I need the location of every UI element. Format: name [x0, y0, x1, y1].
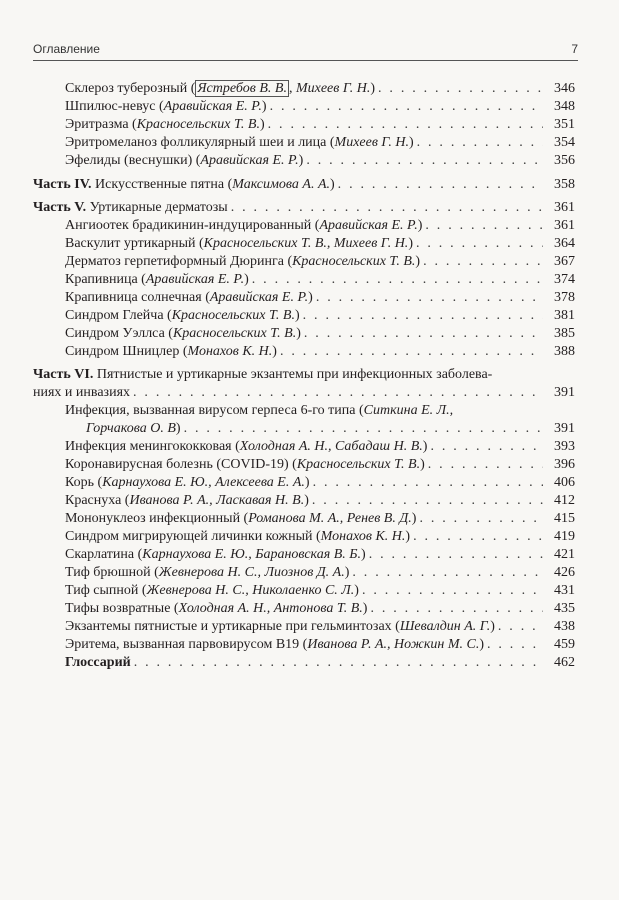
entry-title: Ангиоотек брадикинин-индуцированный (	[65, 218, 320, 233]
author-highlighted: Ястребов В. В.	[197, 81, 287, 96]
entry-title: Инфекция менингококковая (	[65, 439, 240, 454]
entry-author: Холодная А. Н., Сабадаш Н. В.	[239, 439, 423, 454]
entry-author: Шевалдин А. Г.	[399, 619, 491, 634]
page-number: 7	[571, 42, 578, 56]
leader-dots	[487, 636, 543, 653]
entry-author: Красносельских Т. В.	[296, 457, 421, 472]
entry-page: 381	[554, 308, 575, 323]
entry-title: Экзантемы пятнистые и уртикарные при гельминтозах (	[65, 619, 400, 634]
leader-dots	[430, 438, 543, 455]
toc-part: Часть IV. Искусственные пятна (Максимова А. А.) . . . 358	[0, 176, 619, 193]
entry-title: Скарлатина (	[65, 547, 143, 562]
entry-title: Эритромеланоз фолликулярный шеи и лица (	[65, 135, 335, 150]
leader-dots	[423, 253, 543, 270]
leader-dots	[498, 618, 543, 635]
toc-entry: Синдром мигрирующей личинки кожный (Монахов К. Н.) . . . 419	[0, 528, 619, 545]
entry-page: 393	[554, 439, 575, 454]
entry-author: Монахов К. Н.	[187, 344, 273, 359]
entry-title: Тиф брюшной (	[65, 565, 159, 580]
entry-page: 431	[554, 583, 575, 598]
entry-page: 415	[554, 511, 575, 526]
entry-page: 348	[554, 99, 575, 114]
toc-entry: Васкулит уртикарный (Красносельских Т. В., Михеев Г. Н.) . . . 364	[0, 235, 619, 252]
entry-page: 462	[554, 655, 575, 670]
entry-page: 412	[554, 493, 575, 508]
entry-author: Аравийская Е. Р.	[200, 153, 299, 168]
leader-dots	[419, 510, 543, 527]
leader-dots	[413, 528, 543, 545]
entry-author: Красносельских Т. В.	[136, 117, 260, 132]
leader-dots	[252, 271, 543, 288]
entry-author: Михеев Г. Н.	[295, 81, 371, 96]
entry-author: Иванова Р. А., Ласкавая Н. В.	[129, 493, 305, 508]
entry-title: Инфекция, вызванная вирусом герпеса 6-го типа (	[65, 403, 364, 418]
entry-author: Аравийская Е. Р.	[209, 290, 309, 305]
entry-page: 459	[554, 637, 575, 652]
entry-title: Эритразма (	[65, 117, 137, 132]
toc-entry: Тифы возвратные (Холодная А. Н., Антонова Т. В.) . . . 435	[0, 600, 619, 617]
toc-entry: Склероз туберозный ( Ястребов В. В. , Михеев Г. Н.) . . . 346	[0, 80, 619, 97]
entry-author: Аравийская Е. Р.	[319, 218, 418, 233]
entry-title: Дерматоз герпетиформный Дюринга (	[65, 254, 293, 269]
entry-title: Крапивница (	[65, 272, 146, 287]
toc-entry: Эфелиды (веснушки) (Аравийская Е. Р.) . . . 356	[0, 152, 619, 169]
entry-title: Мононуклеоз инфекционный (	[65, 511, 249, 526]
toc-entry: Ангиоотек брадикинин-индуцированный (Аравийская Е. Р.) . . . 361	[0, 217, 619, 234]
entry-page: 426	[554, 565, 575, 580]
leader-dots	[231, 199, 543, 216]
leader-dots	[133, 384, 543, 401]
leader-dots	[428, 456, 543, 473]
toc-entry: Инфекция менингококковая (Холодная А. Н., Сабадаш Н. В.) . . . 393	[0, 438, 619, 455]
entry-title: Крапивница солнечная (	[65, 290, 210, 305]
leader-dots	[303, 307, 543, 324]
toc-entry	[0, 402, 619, 419]
entry-title: Глоссарий	[65, 655, 131, 670]
leader-dots	[378, 80, 543, 97]
leader-dots	[338, 176, 543, 193]
leader-dots	[184, 420, 543, 437]
toc-entry: Эритема, вызванная парвовирусом B19 (Иванова Р. А., Ножкин М. С.) . . . 459	[0, 636, 619, 653]
leader-dots	[369, 546, 543, 563]
toc-entry: Эритразма (Красносельских Т. В.) . . . 351	[0, 116, 619, 133]
entry-author: Аравийская Е. Р.	[163, 99, 262, 114]
entry-author: Карнаухова Е. Ю., Барановская В. Б.	[142, 547, 362, 562]
entry-title: Синдром Шницлер (	[65, 344, 188, 359]
toc-entry: Дерматоз герпетиформный Дюринга (Красносельских Т. В.) . . . 367	[0, 253, 619, 270]
leader-dots	[370, 600, 543, 617]
entry-author: Красносельских Т. В., Михеев Г. Н.	[203, 236, 409, 251]
entry-title: Синдром Уэллса (	[65, 326, 173, 341]
section-title: Оглавление	[33, 42, 100, 56]
entry-author: Иванова Р. А., Ножкин М. С.	[307, 637, 480, 652]
entry-title: Тиф сыпной (	[65, 583, 147, 598]
entry-page: 361	[554, 200, 575, 215]
part-label: Часть V.	[33, 200, 87, 215]
leader-dots	[416, 235, 543, 252]
entry-page: 438	[554, 619, 575, 634]
toc-entry: Крапивница солнечная (Аравийская Е. Р.) . . . 378	[0, 289, 619, 306]
toc-entry: Тиф брюшной (Жевнерова Н. С., Лиознов Д. А.) . . . 426	[0, 564, 619, 581]
toc-entry: Краснуха (Иванова Р. А., Ласкавая Н. В.) . . . 412	[0, 492, 619, 509]
entry-author: Холодная А. Н., Антонова Т. В.	[178, 601, 363, 616]
leader-dots	[425, 217, 543, 234]
entry-author: Михеев Г. Н.	[334, 135, 409, 150]
entry-title: Коронавирусная болезнь (COVID-19) (	[65, 457, 297, 472]
toc-entry-continued: Горчакова О. В) . . . 391	[0, 420, 619, 437]
part-title: Уртикарные дерматозы	[86, 200, 228, 215]
entry-page: 388	[554, 344, 575, 359]
entry-author: Красносельских Т. В.	[171, 308, 295, 323]
toc-entry: Шпилюс-невус (Аравийская Е. Р.) . . . 348	[0, 98, 619, 115]
toc-entry: Экзантемы пятнистые и уртикарные при гельминтозах (Шевалдин А. Г.) . . . 438	[0, 618, 619, 635]
leader-dots	[270, 98, 543, 115]
leader-dots	[280, 343, 543, 360]
entry-page: 385	[554, 326, 575, 341]
entry-title: Эфелиды (веснушки) (	[65, 153, 201, 168]
toc-entry: Коронавирусная болезнь (COVID-19) (Красносельских Т. В.) . . . 396	[0, 456, 619, 473]
entry-author: Романова М. А., Ренев В. Д.	[248, 511, 412, 526]
part-title-continued: ниях и инвазиях	[33, 385, 131, 400]
entry-page: 346	[554, 81, 575, 96]
entry-title: Синдром мигрирующей личинки кожный (	[65, 529, 321, 544]
entry-author: Жевнерова Н. С., Лиознов Д. А.	[158, 565, 345, 580]
part-label: Часть VI.	[33, 367, 94, 382]
leader-dots	[417, 134, 543, 151]
entry-title: Краснуха (	[65, 493, 130, 508]
entry-author: Карнаухова Е. Ю., Алексеева Е. А.	[102, 475, 305, 490]
entry-page: 419	[554, 529, 575, 544]
entry-page: 396	[554, 457, 575, 472]
entry-page: 435	[554, 601, 575, 616]
entry-author: Аравийская Е. Р.	[145, 272, 245, 287]
toc-part	[0, 199, 619, 216]
leader-dots	[313, 474, 543, 491]
toc-entry: Тиф сыпной (Жевнерова Н. С., Николаенко С. Л.) . . . 431	[0, 582, 619, 599]
leader-dots	[362, 582, 543, 599]
entry-title: Шпилюс-невус (	[65, 99, 164, 114]
entry-author: Максимова А. А.	[232, 177, 330, 192]
toc-entry: Синдром Уэллса (Красносельских Т. В.) . . . 385	[0, 325, 619, 342]
part-title: Пятнистые и уртикарные экзантемы при инфекционных заболева-	[93, 367, 493, 382]
entry-title: Тифы возвратные (	[65, 601, 179, 616]
header-rule	[33, 60, 578, 61]
toc-entry: Синдром Глейча (Красносельских Т. В.) . . . 381	[0, 307, 619, 324]
entry-author: Красносельских Т. В.	[292, 254, 416, 269]
entry-author: Ситкина Е. Л.,	[363, 403, 454, 418]
toc-entry: Корь (Карнаухова Е. Ю., Алексеева Е. А.) . . . 406	[0, 474, 619, 491]
toc-entry: Эритромеланоз фолликулярный шеи и лица (Михеев Г. Н.) . . . 354	[0, 134, 619, 151]
part-label: Часть IV.	[33, 177, 92, 192]
entry-title: Синдром Глейча (	[65, 308, 172, 323]
entry-title: Корь (	[65, 475, 103, 490]
entry-page: 378	[554, 290, 575, 305]
entry-page: 374	[554, 272, 575, 287]
entry-author: Жевнерова Н. С., Николаенко С. Л.	[146, 583, 355, 598]
entry-page: 358	[554, 177, 575, 192]
entry-author: Красносельских Т. В.	[172, 326, 297, 341]
entry-author: Монахов К. Н.	[320, 529, 406, 544]
toc-entry: Мононуклеоз инфекционный (Романова М. А., Ренев В. Д.) . . . 415	[0, 510, 619, 527]
entry-page: 351	[554, 117, 575, 132]
entry-author: Горчакова О. В	[86, 421, 176, 436]
entry-page: 364	[554, 236, 575, 251]
entry-page: 421	[554, 547, 575, 562]
part-title: Искусственные пятна (	[91, 177, 233, 192]
entry-page: 367	[554, 254, 575, 269]
leader-dots	[304, 325, 543, 342]
entry-page: 391	[554, 385, 575, 400]
entry-page: 361	[554, 218, 575, 233]
entry-title: Склероз туберозный (	[65, 81, 196, 96]
toc-entry: Скарлатина (Карнаухова Е. Ю., Барановская В. Б.) . . . 421	[0, 546, 619, 563]
toc-part-continued	[0, 384, 619, 401]
toc-entry-glossary	[0, 654, 619, 671]
leader-dots	[268, 116, 543, 133]
entry-page: 391	[554, 421, 575, 436]
leader-dots	[312, 492, 543, 509]
leader-dots	[134, 654, 543, 671]
running-header	[33, 42, 578, 60]
leader-dots	[316, 289, 543, 306]
toc-entry: Синдром Шницлер (Монахов К. Н.) . . . 388	[0, 343, 619, 360]
entry-title: Васкулит уртикарный (	[65, 236, 204, 251]
entry-page: 354	[554, 135, 575, 150]
toc-entry: Крапивница (Аравийская Е. Р.) . . . 374	[0, 271, 619, 288]
leader-dots	[306, 152, 543, 169]
entry-page: 356	[554, 153, 575, 168]
entry-title: Эритема, вызванная парвовирусом B19 (	[65, 637, 308, 652]
toc-part	[0, 366, 619, 383]
entry-page: 406	[554, 475, 575, 490]
leader-dots	[352, 564, 543, 581]
